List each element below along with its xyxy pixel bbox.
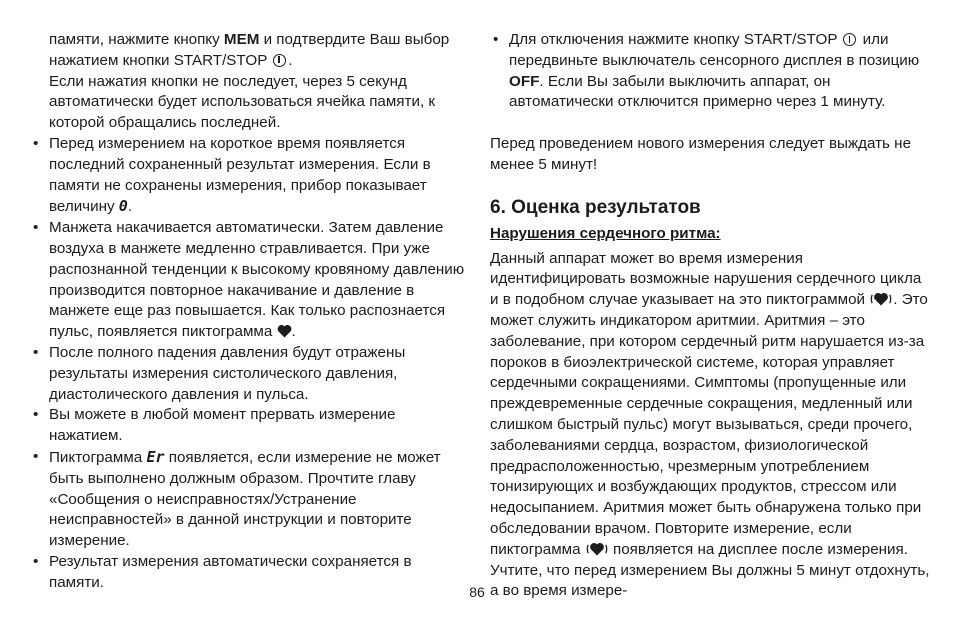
left-column [30,30,470,594]
text: или передвиньте выключатель сенсорного дисплея в позицию [509,31,920,69]
right-column [490,30,930,602]
text: Перед измерением на короткое время появляется последний сохраненный результат измерения. Если в памяти не сохранены измерения, прибор показывает величину [49,134,431,216]
arrhythmia-heart-icon [585,542,609,556]
text: . [288,51,293,69]
zero-display-icon: 0 [118,197,128,216]
list-item: • После полного падения давления будут отражены результаты измерения систолического давления, диастолического давления и пульса. [30,343,470,405]
text: Данный аппарат может во время измерения идентифицировать возможные нарушения сердечного цикла и в подобном случае указывает на это пиктограммой [490,249,922,309]
arrhythmia-heart-icon [869,292,893,306]
text: . [291,323,296,341]
list-item [30,447,470,552]
list-item: • Вы можете в любой момент прервать измерение нажатием. [30,405,470,447]
list-item [490,30,930,113]
text: . [127,198,133,216]
power-icon [273,54,286,67]
text: Для отключения нажмите кнопку START/STOP [509,31,838,48]
section-heading: 6. Оценка результатов [490,196,701,218]
text: и подтвердите Ваш выбор нажатием кнопки START/STOP [49,31,450,69]
list-item [30,218,470,343]
wait-paragraph: Перед проведением нового измерения следует выждать не менее 5 минут! [490,135,912,173]
subheading: Нарушения сердечного ритма: [490,224,721,242]
text: Манжета накачивается автоматически. Затем давление воздуха в манжете медленно стравливается. При уже распознанной тенденции к высокому кровяному давлению производится повторное накачивание и давление в манжете еще раз повышается. Как только распознается пульс, появляется пиктограмма [49,219,465,341]
arrhythmia-paragraph [490,249,930,603]
memory-auto-paragraph: Если нажатия кнопки не последует, через 5 секунд автоматически будет использоваться ячейка памяти, к которой обращались последней. [49,72,436,132]
text: появляется, если измерение не может быть выполнено должным образом. Прочтите главу «Сообщения о неисправностях/Устранение неисправностей» в данной инструкции и повторите измерение. [49,448,441,550]
text: появляется на дисплее после измерения. Учтите, что перед измерением Вы должны 5 минут отдохнуть, а во время измере- [490,540,930,600]
text: памяти, нажмите кнопку [49,31,224,48]
mem-label: MEM [223,31,260,48]
power-icon [843,33,856,46]
heart-icon [277,324,292,338]
text: Пиктограмма [49,448,147,466]
memory-select-paragraph [30,30,470,72]
off-label: OFF [509,72,540,90]
error-display-icon: Er [146,447,165,466]
page-number: 86 [469,584,485,600]
list-item: • Результат измерения автоматически сохраняется в памяти. [30,552,470,594]
text: . Если Вы забыли выключить аппарат, он автоматически отключится примерно через 1 минуту. [509,72,886,111]
list-item [30,134,470,218]
text: . Это может служить индикатором аритмии. Аритмия – это заболевание, при котором сердечный ритм нарушается из-за пороков в биоэлектрической системе, которая управляет сердечными сокращениями. Симптомы (пропущенные или преждевременные сердечные сокращения, медленный или слишком быстрый пульс) могут вызываться, среди прочего, заболеваниями сердца, возрастом, физиологической предрасположенностью, чрезмерным употреблением тонизирующих и возбуждающих продуктов, стрессом или недосыпанием. Аритмия может быть обнаружена только при обследовании врачом. Повторите измерение, если пиктограмма [490,291,928,558]
